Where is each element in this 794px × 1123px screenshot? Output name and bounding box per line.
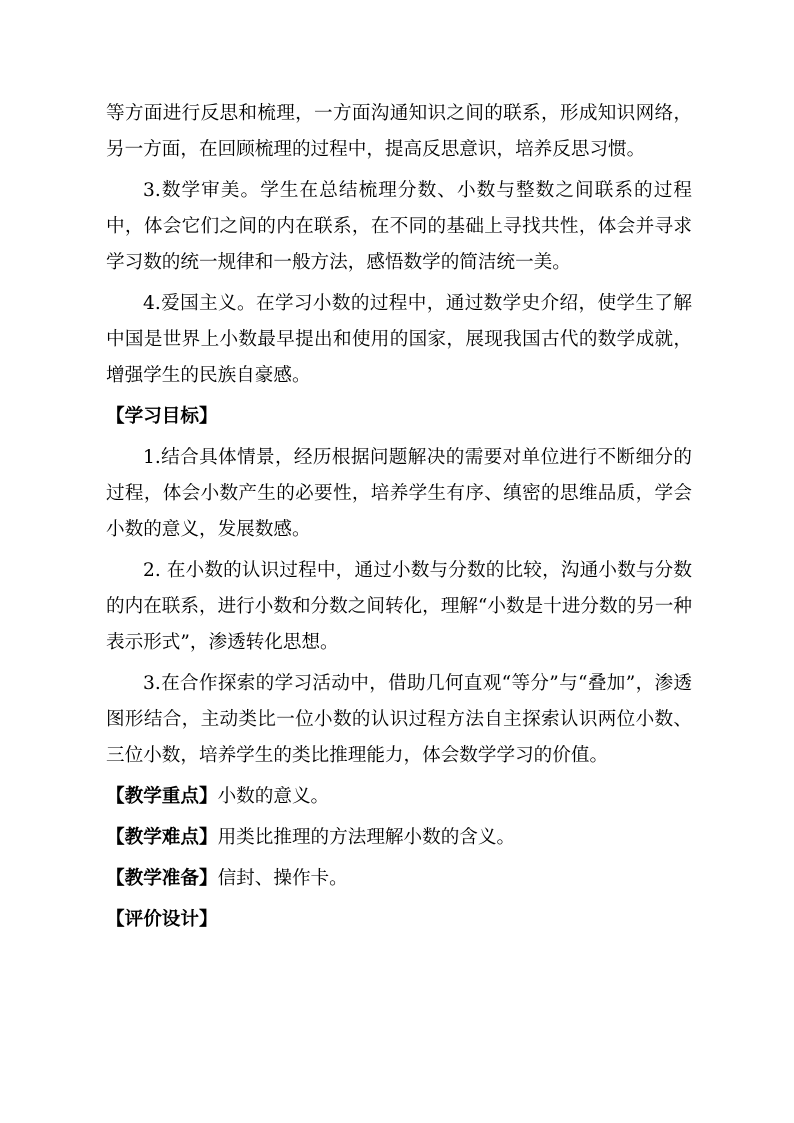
teaching-preparation-label: 【教学准备】	[106, 868, 218, 889]
learning-objectives-heading	[106, 399, 692, 435]
teaching-key-point-label: 【教学重点】	[106, 786, 218, 807]
evaluation-design-label: 【评价设计】	[106, 909, 218, 930]
objective-item-3: 3.在合作探索的学习活动中，借助几何直观“等分”与“叠加”，渗透图形结合，主动类比一位小数的认识过程方法自主探索认识两位小数、三位小数，培养学生的类比推理能力，体会数学学习的价值。	[106, 673, 692, 766]
paragraph-patriotism: 4.爱国主义。在学习小数的过程中，通过数学史介绍，使学生了解中国是世界上小数最早提出和使用的国家，展现我国古代的数学成就，增强学生的民族自豪感。	[106, 293, 692, 386]
objective-item-1: 1.结合具体情景，经历根据问题解决的需要对单位进行不断细分的过程，体会小数产生的必要性，培养学生有序、缜密的思维品质，学会小数的意义，发展数感。	[106, 447, 692, 540]
teaching-difficulty-text: 用类比推理的方法理解小数的含义。	[217, 827, 516, 848]
evaluation-design-heading	[106, 902, 692, 938]
objective-item-2: 2. 在小数的认识过程中，通过小数与分数的比较，沟通小数与分数的内在联系，进行小数和分数之间转化，理解“小数是十进分数的另一种表示形式”，渗透转化思想。	[106, 560, 692, 653]
document-page	[106, 96, 692, 943]
teaching-difficulty	[106, 820, 692, 856]
paragraph-reflection: 等方面进行反思和梳理，一方面沟通知识之间的联系，形成知识网络，另一方面，在回顾梳理的过程中，提高反思意识，培养反思习惯。	[106, 103, 692, 160]
teaching-preparation-text: 信封、操作卡。	[217, 868, 348, 889]
teaching-key-point	[106, 779, 692, 815]
learning-objectives-label: 【学习目标】	[106, 406, 218, 427]
teaching-key-point-text: 小数的意义。	[217, 786, 330, 807]
paragraph-math-aesthetics: 3.数学审美。学生在总结梳理分数、小数与整数之间联系的过程中，体会它们之间的内在联系，在不同的基础上寻找共性，体会并寻求学习数的统一规律和一般方法，感悟数学的简洁统一美。	[106, 180, 692, 273]
teaching-difficulty-label: 【教学难点】	[106, 827, 218, 848]
teaching-preparation	[106, 861, 692, 897]
